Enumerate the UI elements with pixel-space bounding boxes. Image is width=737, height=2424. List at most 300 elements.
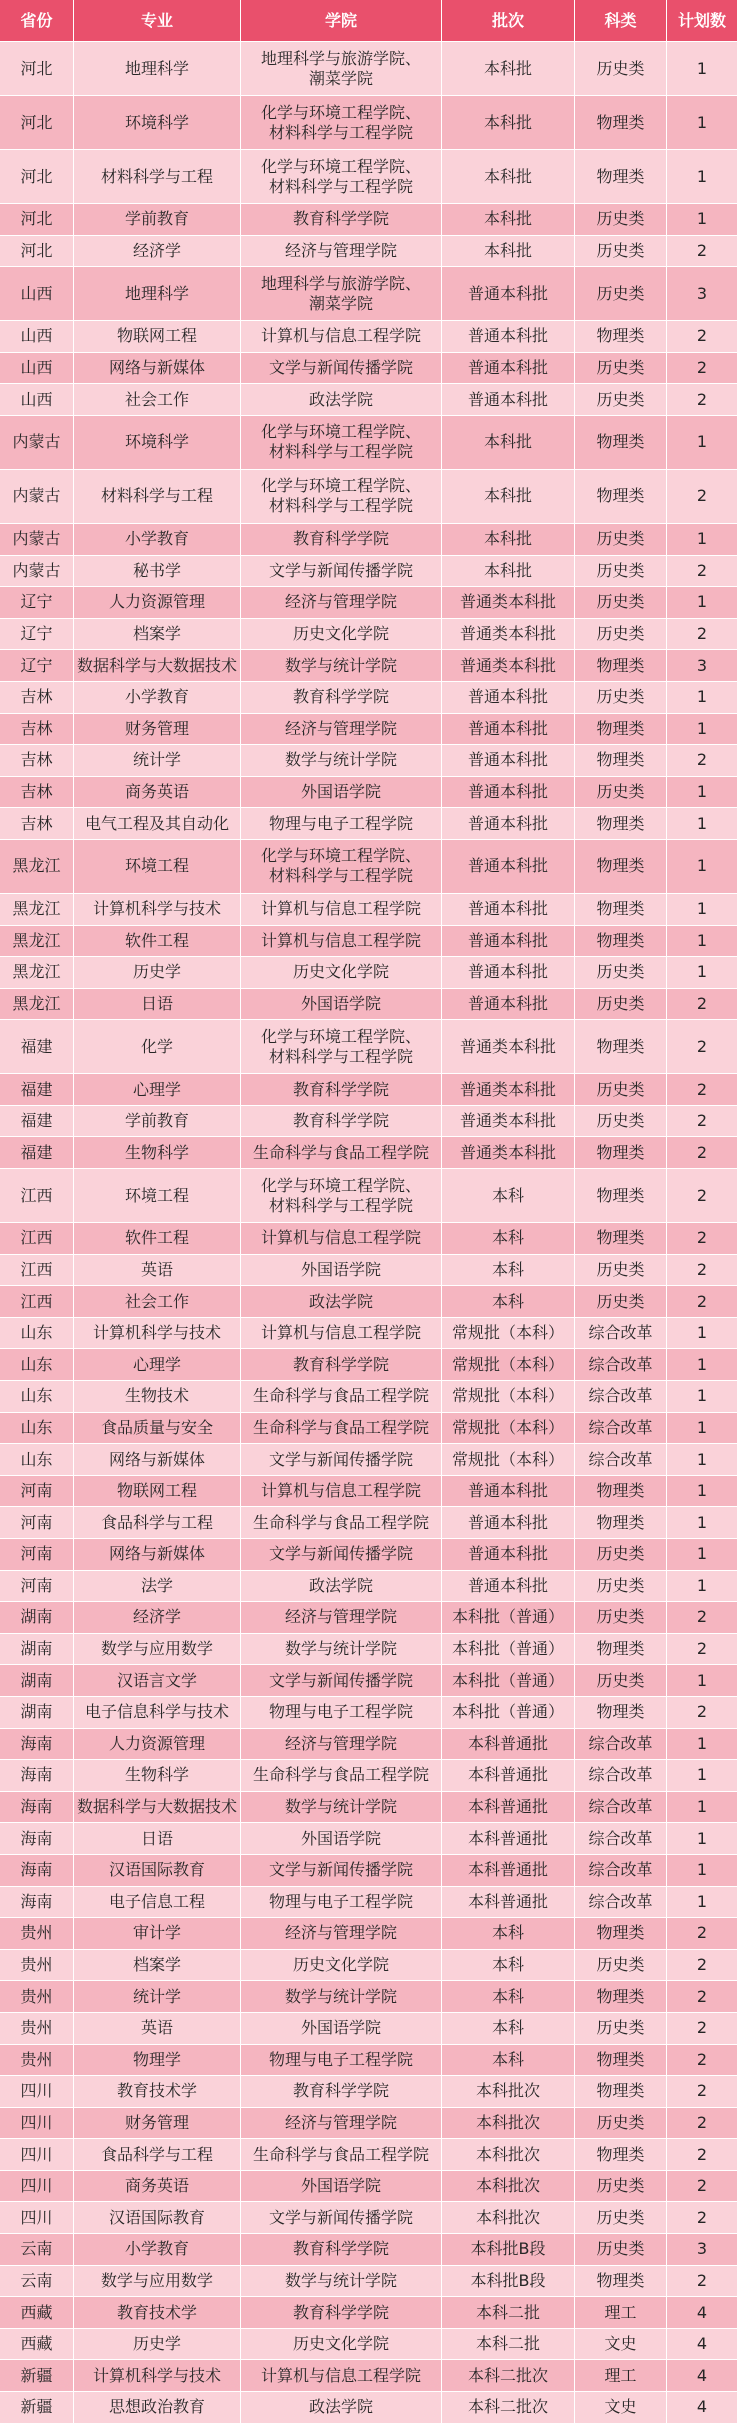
batch-cell: 本科批（普通） (442, 1634, 575, 1666)
province-cell: 江西 (0, 1286, 74, 1318)
batch-cell: 本科批B段 (442, 2234, 575, 2266)
plan-count-cell: 2 (667, 1106, 737, 1138)
college-cell: 计算机与信息工程学院 (241, 2360, 442, 2392)
major-cell: 食品科学与工程 (74, 1507, 241, 1539)
major-cell: 计算机科学与技术 (74, 2360, 241, 2392)
college-cell: 历史文化学院 (241, 2329, 442, 2361)
province-cell: 吉林 (0, 714, 74, 746)
category-cell: 物理类 (575, 470, 667, 524)
batch-cell: 本科批（普通） (442, 1665, 575, 1697)
plan-count-cell: 1 (667, 1539, 737, 1571)
category-cell: 综合改革 (575, 1729, 667, 1761)
major-cell: 档案学 (74, 1950, 241, 1982)
table-row (0, 1413, 737, 1445)
category-cell: 综合改革 (575, 1855, 667, 1887)
category-cell: 物理类 (575, 1223, 667, 1255)
plan-count-cell: 2 (667, 1074, 737, 1106)
province-cell: 山东 (0, 1444, 74, 1476)
plan-count-cell: 1 (667, 42, 737, 96)
header-batch: 批次 (442, 0, 575, 42)
plan-count-cell: 2 (667, 1169, 737, 1223)
major-cell: 软件工程 (74, 1223, 241, 1255)
category-cell: 综合改革 (575, 1823, 667, 1855)
category-cell: 理工 (575, 2297, 667, 2329)
major-cell: 经济学 (74, 236, 241, 268)
plan-count-cell: 1 (667, 1729, 737, 1761)
major-cell: 电气工程及其自动化 (74, 808, 241, 840)
batch-cell: 普通本科批 (442, 321, 575, 353)
province-cell: 山西 (0, 267, 74, 321)
table-row (0, 384, 737, 416)
major-cell: 心理学 (74, 1349, 241, 1381)
province-cell: 黑龙江 (0, 840, 74, 894)
province-cell: 贵州 (0, 2013, 74, 2045)
batch-cell: 本科普通批 (442, 1823, 575, 1855)
category-cell: 物理类 (575, 745, 667, 777)
batch-cell: 本科二批次 (442, 2360, 575, 2392)
category-cell: 历史类 (575, 989, 667, 1021)
college-cell: 文学与新闻传播学院 (241, 1665, 442, 1697)
plan-count-cell: 1 (667, 1381, 737, 1413)
batch-cell: 本科普通批 (442, 1760, 575, 1792)
plan-count-cell: 1 (667, 714, 737, 746)
plan-count-cell: 2 (667, 1634, 737, 1666)
batch-cell: 本科批（普通） (442, 1602, 575, 1634)
province-cell: 湖南 (0, 1697, 74, 1729)
college-cell: 化学与环境工程学院、 材料科学与工程学院 (241, 470, 442, 524)
major-cell: 社会工作 (74, 384, 241, 416)
college-cell: 教育科学学院 (241, 524, 442, 556)
category-cell: 综合改革 (575, 1349, 667, 1381)
plan-count-cell: 1 (667, 957, 737, 989)
province-cell: 山西 (0, 384, 74, 416)
batch-cell: 本科二批次 (442, 2392, 575, 2424)
college-cell: 历史文化学院 (241, 957, 442, 989)
category-cell: 物理类 (575, 1169, 667, 1223)
college-cell: 教育科学学院 (241, 1349, 442, 1381)
batch-cell: 本科 (442, 1223, 575, 1255)
major-cell: 电子信息工程 (74, 1887, 241, 1919)
major-cell: 教育技术学 (74, 2297, 241, 2329)
province-cell: 新疆 (0, 2360, 74, 2392)
batch-cell: 本科 (442, 1286, 575, 1318)
batch-cell: 普通本科批 (442, 745, 575, 777)
category-cell: 历史类 (575, 236, 667, 268)
batch-cell: 本科批 (442, 42, 575, 96)
province-cell: 吉林 (0, 682, 74, 714)
province-cell: 湖南 (0, 1602, 74, 1634)
category-cell: 物理类 (575, 650, 667, 682)
header-plan-count: 计划数 (667, 0, 737, 42)
plan-count-cell: 1 (667, 524, 737, 556)
batch-cell: 本科批次 (442, 2171, 575, 2203)
college-cell: 经济与管理学院 (241, 587, 442, 619)
category-cell: 历史类 (575, 587, 667, 619)
batch-cell: 常规批（本科） (442, 1318, 575, 1350)
major-cell: 财务管理 (74, 2108, 241, 2140)
batch-cell: 普通类本科批 (442, 587, 575, 619)
category-cell: 历史类 (575, 957, 667, 989)
major-cell: 食品科学与工程 (74, 2139, 241, 2171)
province-cell: 贵州 (0, 2045, 74, 2077)
category-cell: 物理类 (575, 840, 667, 894)
category-cell: 历史类 (575, 2013, 667, 2045)
plan-count-cell: 1 (667, 1760, 737, 1792)
major-cell: 生物技术 (74, 1381, 241, 1413)
table-row (0, 1318, 737, 1350)
category-cell: 历史类 (575, 2202, 667, 2234)
batch-cell: 本科批 (442, 416, 575, 470)
college-cell: 数学与统计学院 (241, 2266, 442, 2298)
college-cell: 地理科学与旅游学院、 潮菜学院 (241, 42, 442, 96)
header-major: 专业 (74, 0, 241, 42)
plan-count-cell: 3 (667, 267, 737, 321)
plan-count-cell: 2 (667, 1286, 737, 1318)
table-row (0, 2202, 737, 2234)
province-cell: 西藏 (0, 2297, 74, 2329)
major-cell: 英语 (74, 1255, 241, 1287)
college-cell: 文学与新闻传播学院 (241, 1855, 442, 1887)
plan-count-cell: 2 (667, 745, 737, 777)
college-cell: 历史文化学院 (241, 619, 442, 651)
plan-count-cell: 1 (667, 1823, 737, 1855)
major-cell: 环境工程 (74, 840, 241, 894)
batch-cell: 本科批 (442, 96, 575, 150)
category-cell: 历史类 (575, 353, 667, 385)
table-row (0, 587, 737, 619)
province-cell: 贵州 (0, 1950, 74, 1982)
plan-count-cell: 1 (667, 150, 737, 204)
category-cell: 历史类 (575, 204, 667, 236)
province-cell: 福建 (0, 1106, 74, 1138)
college-cell: 外国语学院 (241, 1823, 442, 1855)
province-cell: 四川 (0, 2076, 74, 2108)
category-cell: 物理类 (575, 714, 667, 746)
batch-cell: 本科批 (442, 236, 575, 268)
category-cell: 历史类 (575, 682, 667, 714)
province-cell: 山西 (0, 321, 74, 353)
province-cell: 河南 (0, 1507, 74, 1539)
category-cell: 物理类 (575, 1918, 667, 1950)
table-row (0, 470, 737, 524)
major-cell: 日语 (74, 1823, 241, 1855)
table-row (0, 267, 737, 321)
province-cell: 海南 (0, 1887, 74, 1919)
table-row (0, 353, 737, 385)
major-cell: 物联网工程 (74, 1476, 241, 1508)
category-cell: 综合改革 (575, 1318, 667, 1350)
plan-count-cell: 1 (667, 926, 737, 958)
table-row (0, 2171, 737, 2203)
college-cell: 教育科学学院 (241, 2297, 442, 2329)
college-cell: 文学与新闻传播学院 (241, 1444, 442, 1476)
batch-cell: 本科 (442, 1981, 575, 2013)
major-cell: 经济学 (74, 1602, 241, 1634)
major-cell: 物联网工程 (74, 321, 241, 353)
province-cell: 四川 (0, 2171, 74, 2203)
province-cell: 吉林 (0, 808, 74, 840)
college-cell: 经济与管理学院 (241, 1602, 442, 1634)
province-cell: 海南 (0, 1760, 74, 1792)
table-row (0, 1950, 737, 1982)
category-cell: 历史类 (575, 524, 667, 556)
plan-count-cell: 4 (667, 2392, 737, 2424)
major-cell: 秘书学 (74, 556, 241, 588)
batch-cell: 本科批 (442, 556, 575, 588)
province-cell: 江西 (0, 1169, 74, 1223)
table-row (0, 1444, 737, 1476)
table-row (0, 1729, 737, 1761)
table-row (0, 808, 737, 840)
province-cell: 福建 (0, 1137, 74, 1169)
category-cell: 历史类 (575, 1286, 667, 1318)
plan-count-cell: 2 (667, 2045, 737, 2077)
category-cell: 文史 (575, 2329, 667, 2361)
major-cell: 思想政治教育 (74, 2392, 241, 2424)
table-row (0, 150, 737, 204)
major-cell: 食品质量与安全 (74, 1413, 241, 1445)
table-row (0, 2013, 737, 2045)
table-row (0, 1255, 737, 1287)
college-cell: 物理与电子工程学院 (241, 808, 442, 840)
major-cell: 环境科学 (74, 416, 241, 470)
college-cell: 生命科学与食品工程学院 (241, 2139, 442, 2171)
batch-cell: 普通本科批 (442, 840, 575, 894)
province-cell: 河南 (0, 1539, 74, 1571)
table-row (0, 1106, 737, 1138)
college-cell: 文学与新闻传播学院 (241, 2202, 442, 2234)
batch-cell: 常规批（本科） (442, 1413, 575, 1445)
category-cell: 物理类 (575, 1020, 667, 1074)
major-cell: 档案学 (74, 619, 241, 651)
plan-count-cell: 1 (667, 1792, 737, 1824)
header-province: 省份 (0, 0, 74, 42)
major-cell: 人力资源管理 (74, 1729, 241, 1761)
province-cell: 西藏 (0, 2329, 74, 2361)
major-cell: 历史学 (74, 2329, 241, 2361)
plan-count-cell: 2 (667, 2202, 737, 2234)
major-cell: 地理科学 (74, 42, 241, 96)
college-cell: 化学与环境工程学院、 材料科学与工程学院 (241, 96, 442, 150)
major-cell: 人力资源管理 (74, 587, 241, 619)
header-category: 科类 (575, 0, 667, 42)
province-cell: 海南 (0, 1729, 74, 1761)
table-row (0, 1760, 737, 1792)
batch-cell: 本科二批 (442, 2297, 575, 2329)
province-cell: 江西 (0, 1255, 74, 1287)
plan-count-cell: 2 (667, 1950, 737, 1982)
major-cell: 环境工程 (74, 1169, 241, 1223)
college-cell: 化学与环境工程学院、 材料科学与工程学院 (241, 150, 442, 204)
plan-count-cell: 4 (667, 2297, 737, 2329)
table-row (0, 1137, 737, 1169)
table-row (0, 1823, 737, 1855)
category-cell: 历史类 (575, 556, 667, 588)
plan-count-cell: 2 (667, 1223, 737, 1255)
college-cell: 历史文化学院 (241, 1950, 442, 1982)
table-row (0, 989, 737, 1021)
plan-count-cell: 2 (667, 2108, 737, 2140)
college-cell: 数学与统计学院 (241, 1981, 442, 2013)
province-cell: 四川 (0, 2139, 74, 2171)
category-cell: 历史类 (575, 2234, 667, 2266)
college-cell: 教育科学学院 (241, 204, 442, 236)
college-cell: 计算机与信息工程学院 (241, 321, 442, 353)
batch-cell: 本科批次 (442, 2076, 575, 2108)
province-cell: 贵州 (0, 1918, 74, 1950)
table-row (0, 1602, 737, 1634)
college-cell: 外国语学院 (241, 1255, 442, 1287)
batch-cell: 本科 (442, 1918, 575, 1950)
table-row (0, 2266, 737, 2298)
major-cell: 数学与应用数学 (74, 1634, 241, 1666)
category-cell: 物理类 (575, 2266, 667, 2298)
college-cell: 物理与电子工程学院 (241, 1887, 442, 1919)
plan-count-cell: 1 (667, 1413, 737, 1445)
major-cell: 网络与新媒体 (74, 1539, 241, 1571)
province-cell: 内蒙古 (0, 556, 74, 588)
college-cell: 教育科学学院 (241, 1106, 442, 1138)
table-header-row (0, 0, 737, 42)
major-cell: 数学与应用数学 (74, 2266, 241, 2298)
category-cell: 历史类 (575, 1106, 667, 1138)
plan-count-cell: 2 (667, 1981, 737, 2013)
province-cell: 山西 (0, 353, 74, 385)
college-cell: 生命科学与食品工程学院 (241, 1137, 442, 1169)
major-cell: 统计学 (74, 1981, 241, 2013)
batch-cell: 普通本科批 (442, 777, 575, 809)
batch-cell: 本科二批 (442, 2329, 575, 2361)
college-cell: 政法学院 (241, 2392, 442, 2424)
college-cell: 教育科学学院 (241, 2076, 442, 2108)
batch-cell: 本科 (442, 1255, 575, 1287)
college-cell: 计算机与信息工程学院 (241, 1318, 442, 1350)
batch-cell: 普通本科批 (442, 267, 575, 321)
table-row (0, 1665, 737, 1697)
college-cell: 生命科学与食品工程学院 (241, 1760, 442, 1792)
college-cell: 外国语学院 (241, 2171, 442, 2203)
plan-count-cell: 1 (667, 777, 737, 809)
province-cell: 新疆 (0, 2392, 74, 2424)
category-cell: 历史类 (575, 42, 667, 96)
province-cell: 海南 (0, 1792, 74, 1824)
province-cell: 内蒙古 (0, 416, 74, 470)
category-cell: 物理类 (575, 1137, 667, 1169)
table-row (0, 204, 737, 236)
college-cell: 生命科学与食品工程学院 (241, 1381, 442, 1413)
category-cell: 物理类 (575, 1697, 667, 1729)
batch-cell: 普通本科批 (442, 808, 575, 840)
province-cell: 内蒙古 (0, 524, 74, 556)
batch-cell: 普通本科批 (442, 894, 575, 926)
table-row (0, 926, 737, 958)
batch-cell: 普通本科批 (442, 957, 575, 989)
province-cell: 湖南 (0, 1665, 74, 1697)
batch-cell: 普通类本科批 (442, 1074, 575, 1106)
table-row (0, 2108, 737, 2140)
table-row (0, 2329, 737, 2361)
table-row (0, 777, 737, 809)
batch-cell: 普通本科批 (442, 1476, 575, 1508)
plan-count-cell: 1 (667, 682, 737, 714)
college-cell: 计算机与信息工程学院 (241, 926, 442, 958)
category-cell: 物理类 (575, 1981, 667, 2013)
batch-cell: 普通类本科批 (442, 1020, 575, 1074)
college-cell: 化学与环境工程学院、 材料科学与工程学院 (241, 416, 442, 470)
category-cell: 历史类 (575, 2108, 667, 2140)
college-cell: 物理与电子工程学院 (241, 1697, 442, 1729)
table-row (0, 1571, 737, 1603)
table-row (0, 2045, 737, 2077)
batch-cell: 常规批（本科） (442, 1349, 575, 1381)
major-cell: 网络与新媒体 (74, 1444, 241, 1476)
college-cell: 文学与新闻传播学院 (241, 353, 442, 385)
category-cell: 历史类 (575, 1539, 667, 1571)
plan-count-cell: 2 (667, 2013, 737, 2045)
province-cell: 湖南 (0, 1634, 74, 1666)
batch-cell: 普通类本科批 (442, 650, 575, 682)
table-row (0, 1020, 737, 1074)
category-cell: 综合改革 (575, 1792, 667, 1824)
plan-count-cell: 1 (667, 1444, 737, 1476)
batch-cell: 本科 (442, 1169, 575, 1223)
major-cell: 商务英语 (74, 777, 241, 809)
table-row (0, 321, 737, 353)
major-cell: 电子信息科学与技术 (74, 1697, 241, 1729)
batch-cell: 本科批 (442, 470, 575, 524)
major-cell: 统计学 (74, 745, 241, 777)
plan-count-cell: 1 (667, 1349, 737, 1381)
batch-cell: 普通本科批 (442, 682, 575, 714)
table-row (0, 650, 737, 682)
table-row (0, 1918, 737, 1950)
major-cell: 材料科学与工程 (74, 150, 241, 204)
college-cell: 教育科学学院 (241, 2234, 442, 2266)
category-cell: 综合改革 (575, 1444, 667, 1476)
plan-count-cell: 2 (667, 1255, 737, 1287)
major-cell: 环境科学 (74, 96, 241, 150)
table-row (0, 894, 737, 926)
plan-count-cell: 2 (667, 1697, 737, 1729)
table-row (0, 2360, 737, 2392)
college-cell: 文学与新闻传播学院 (241, 1539, 442, 1571)
major-cell: 财务管理 (74, 714, 241, 746)
province-cell: 山东 (0, 1413, 74, 1445)
category-cell: 历史类 (575, 1255, 667, 1287)
college-cell: 政法学院 (241, 384, 442, 416)
province-cell: 河北 (0, 96, 74, 150)
plan-count-cell: 1 (667, 1887, 737, 1919)
major-cell: 化学 (74, 1020, 241, 1074)
table-row (0, 96, 737, 150)
category-cell: 物理类 (575, 2045, 667, 2077)
major-cell: 数据科学与大数据技术 (74, 650, 241, 682)
major-cell: 历史学 (74, 957, 241, 989)
table-row (0, 556, 737, 588)
category-cell: 历史类 (575, 1665, 667, 1697)
major-cell: 商务英语 (74, 2171, 241, 2203)
college-cell: 地理科学与旅游学院、 潮菜学院 (241, 267, 442, 321)
batch-cell: 本科批B段 (442, 2266, 575, 2298)
table-row (0, 1855, 737, 1887)
table-row (0, 42, 737, 96)
college-cell: 化学与环境工程学院、 材料科学与工程学院 (241, 840, 442, 894)
plan-count-cell: 1 (667, 894, 737, 926)
table-row (0, 714, 737, 746)
category-cell: 综合改革 (575, 1381, 667, 1413)
table-row (0, 619, 737, 651)
category-cell: 综合改革 (575, 1413, 667, 1445)
